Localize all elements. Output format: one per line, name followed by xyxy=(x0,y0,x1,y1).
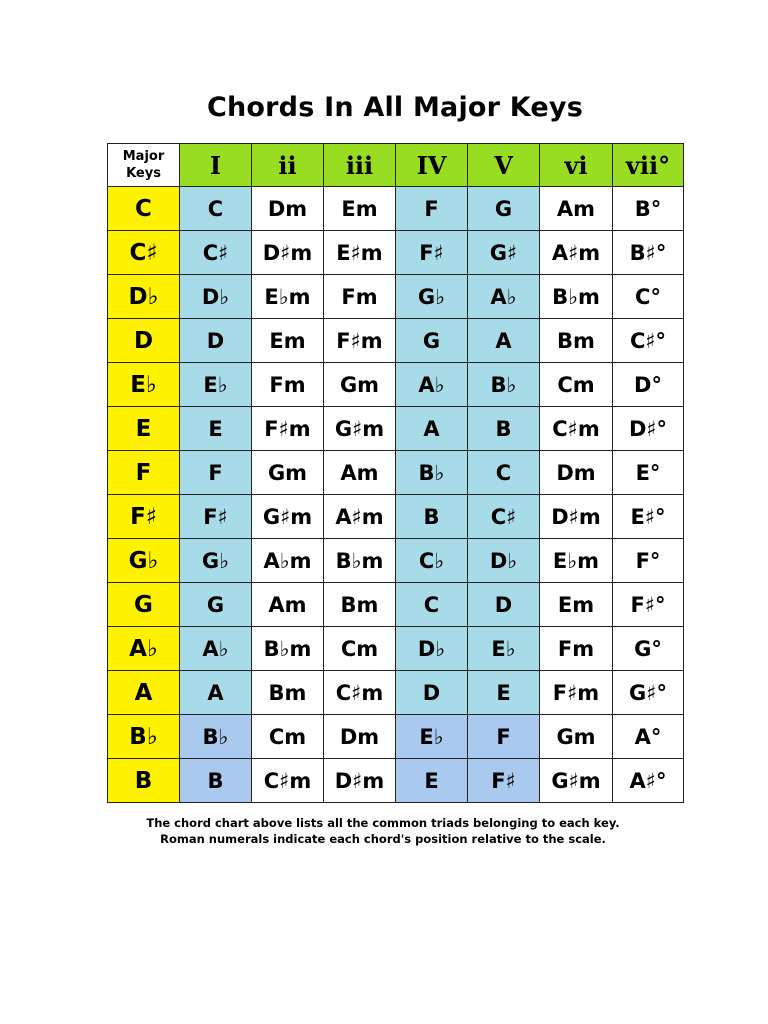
chord-cell: G xyxy=(180,583,252,627)
chord-chart-table xyxy=(107,143,684,803)
chord-cell: Am xyxy=(252,583,324,627)
footer-line-2: Roman numerals indicate each chord's position relative to the scale. xyxy=(160,832,606,846)
key-cell: D♭ xyxy=(108,275,180,319)
chord-cell: F♯ xyxy=(396,231,468,275)
chord-cell: G xyxy=(468,187,540,231)
chord-cell: B° xyxy=(613,187,684,231)
key-row xyxy=(108,495,684,539)
chord-cell: Cm xyxy=(540,363,613,407)
chord-cell: Em xyxy=(252,319,324,363)
header-row xyxy=(108,144,684,187)
chord-cell: C♭ xyxy=(396,539,468,583)
key-row xyxy=(108,539,684,583)
key-cell: C♯ xyxy=(108,231,180,275)
chord-cell: A♭m xyxy=(252,539,324,583)
chord-cell: G♭ xyxy=(180,539,252,583)
chord-cell: Am xyxy=(540,187,613,231)
chord-cell: B♭ xyxy=(396,451,468,495)
chord-cell: B xyxy=(180,759,252,803)
corner-line2: Keys xyxy=(126,166,161,181)
chord-cell: C♯m xyxy=(324,671,396,715)
chord-cell: E♯° xyxy=(613,495,684,539)
chord-cell: B xyxy=(468,407,540,451)
key-cell: B♭ xyxy=(108,715,180,759)
chord-cell: G♯m xyxy=(252,495,324,539)
major-keys-header xyxy=(108,144,180,187)
chord-cell: A♯m xyxy=(540,231,613,275)
numeral-header: ii xyxy=(252,144,324,187)
chord-cell: A♯m xyxy=(324,495,396,539)
key-cell: A xyxy=(108,671,180,715)
chord-cell: G° xyxy=(613,627,684,671)
chord-cell: Em xyxy=(324,187,396,231)
chord-cell: Cm xyxy=(324,627,396,671)
key-cell: F♯ xyxy=(108,495,180,539)
chord-cell: Dm xyxy=(540,451,613,495)
numeral-header: vi xyxy=(540,144,613,187)
chord-cell: Gm xyxy=(324,363,396,407)
chord-cell: E xyxy=(468,671,540,715)
chord-cell: A xyxy=(180,671,252,715)
numeral-header: I xyxy=(180,144,252,187)
chord-cell: A xyxy=(468,319,540,363)
chord-cell: Bm xyxy=(540,319,613,363)
corner-line1: Major xyxy=(122,149,165,164)
chord-cell: G♯ xyxy=(468,231,540,275)
chord-cell: Fm xyxy=(540,627,613,671)
chord-cell: D♭ xyxy=(468,539,540,583)
chord-cell: Bm xyxy=(252,671,324,715)
chord-cell: E♯m xyxy=(324,231,396,275)
chord-cell: D° xyxy=(613,363,684,407)
key-cell: C xyxy=(108,187,180,231)
chord-cell: E xyxy=(396,759,468,803)
key-row xyxy=(108,231,684,275)
chord-cell: F♯m xyxy=(324,319,396,363)
chord-cell: A♭ xyxy=(180,627,252,671)
chord-cell: C♯ xyxy=(180,231,252,275)
numeral-header: iii xyxy=(324,144,396,187)
chord-cell: F♯ xyxy=(468,759,540,803)
page-title: Chords In All Major Keys xyxy=(206,92,583,123)
numeral-header: IV xyxy=(396,144,468,187)
chord-cell: B♯° xyxy=(613,231,684,275)
chord-cell: F♯ xyxy=(180,495,252,539)
chord-cell: D♭ xyxy=(396,627,468,671)
chord-cell: A♯° xyxy=(613,759,684,803)
key-row xyxy=(108,759,684,803)
chord-cell: A♭ xyxy=(468,275,540,319)
chord-cell: Dm xyxy=(324,715,396,759)
chord-cell: F xyxy=(396,187,468,231)
key-row xyxy=(108,407,684,451)
chord-cell: Gm xyxy=(540,715,613,759)
key-cell: G xyxy=(108,583,180,627)
chord-cell: E° xyxy=(613,451,684,495)
chord-cell: Em xyxy=(540,583,613,627)
chord-cell: Dm xyxy=(252,187,324,231)
chord-cell: D xyxy=(468,583,540,627)
key-row xyxy=(108,715,684,759)
chord-cell: F xyxy=(468,715,540,759)
chord-cell: F° xyxy=(613,539,684,583)
footer-line-1: The chord chart above lists all the common triads belonging to each key. xyxy=(146,816,620,830)
numeral-header: vii° xyxy=(613,144,684,187)
chord-cell: C♯m xyxy=(540,407,613,451)
chord-cell: A° xyxy=(613,715,684,759)
chord-cell: C♯m xyxy=(252,759,324,803)
chord-cell: Cm xyxy=(252,715,324,759)
chord-cell: C° xyxy=(613,275,684,319)
key-cell: E♭ xyxy=(108,363,180,407)
key-row xyxy=(108,451,684,495)
chord-cell: C♯ xyxy=(468,495,540,539)
chord-cell: D♯m xyxy=(540,495,613,539)
chord-cell: F xyxy=(180,451,252,495)
chord-cell: Gm xyxy=(252,451,324,495)
chord-cell: B♭ xyxy=(180,715,252,759)
numeral-header: V xyxy=(468,144,540,187)
chord-cell: E xyxy=(180,407,252,451)
chord-cell: Fm xyxy=(324,275,396,319)
chord-cell: B♭m xyxy=(252,627,324,671)
chord-cell: Am xyxy=(324,451,396,495)
chord-cell: G♯m xyxy=(324,407,396,451)
chord-cell: D♯° xyxy=(613,407,684,451)
key-row xyxy=(108,671,684,715)
key-row xyxy=(108,319,684,363)
key-row xyxy=(108,187,684,231)
chord-cell: C xyxy=(396,583,468,627)
chord-cell: F♯m xyxy=(252,407,324,451)
chord-cell: B♭m xyxy=(324,539,396,583)
chord-cell: B♭m xyxy=(540,275,613,319)
chord-cell: A xyxy=(396,407,468,451)
chord-cell: E♭m xyxy=(540,539,613,583)
chord-cell: Bm xyxy=(324,583,396,627)
key-cell: E xyxy=(108,407,180,451)
chord-cell: D♯m xyxy=(324,759,396,803)
chord-cell: D xyxy=(396,671,468,715)
chord-cell: G♯° xyxy=(613,671,684,715)
chord-cell: C xyxy=(468,451,540,495)
chord-cell: E♭ xyxy=(180,363,252,407)
chord-cell: A♭ xyxy=(396,363,468,407)
chord-cell: C xyxy=(180,187,252,231)
key-cell: D xyxy=(108,319,180,363)
chord-cell: E♭ xyxy=(468,627,540,671)
key-cell: F xyxy=(108,451,180,495)
chord-cell: B xyxy=(396,495,468,539)
chord-cell: G♭ xyxy=(396,275,468,319)
chord-cell: D xyxy=(180,319,252,363)
key-row xyxy=(108,627,684,671)
key-cell: A♭ xyxy=(108,627,180,671)
key-cell: G♭ xyxy=(108,539,180,583)
chord-cell: F♯m xyxy=(540,671,613,715)
chord-cell: D♭ xyxy=(180,275,252,319)
chord-cell: E♭ xyxy=(396,715,468,759)
key-row xyxy=(108,363,684,407)
chord-cell: F♯° xyxy=(613,583,684,627)
key-row xyxy=(108,275,684,319)
chord-cell: D♯m xyxy=(252,231,324,275)
key-row xyxy=(108,583,684,627)
key-cell: B xyxy=(108,759,180,803)
chord-cell: C♯° xyxy=(613,319,684,363)
chord-cell: G♯m xyxy=(540,759,613,803)
chord-cell: Fm xyxy=(252,363,324,407)
chord-cell: B♭ xyxy=(468,363,540,407)
chord-cell: E♭m xyxy=(252,275,324,319)
chord-cell: G xyxy=(396,319,468,363)
